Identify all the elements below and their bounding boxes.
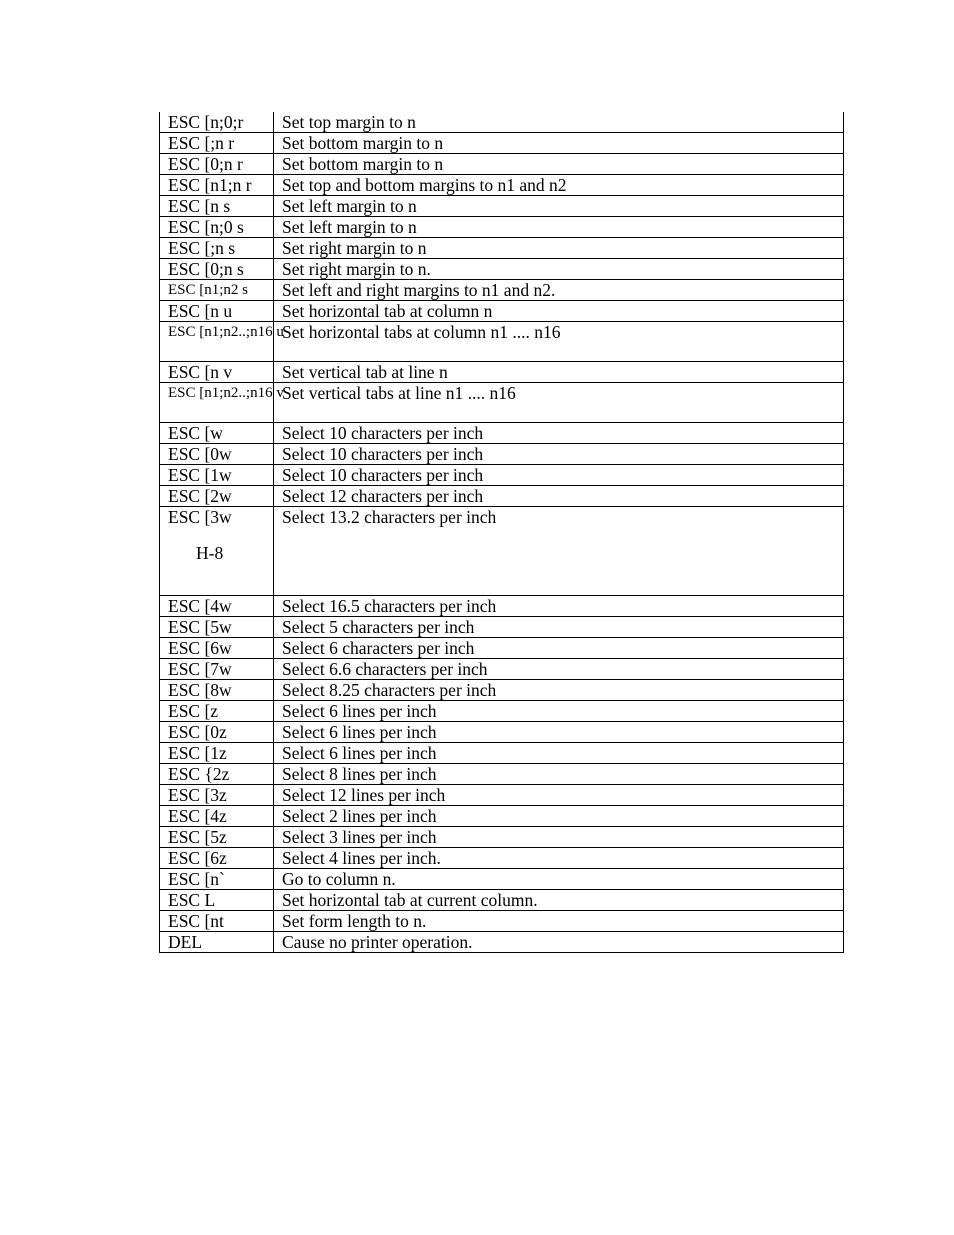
description-cell: Set left margin to n <box>274 196 844 217</box>
description-cell: Select 6 lines per inch <box>274 701 844 722</box>
description-cell: Cause no printer operation. <box>274 932 844 953</box>
description-cell: Set horizontal tab at current column. <box>274 890 844 911</box>
description-cell: Set bottom margin to n <box>274 133 844 154</box>
table-row <box>160 465 844 486</box>
description-cell: Select 8 lines per inch <box>274 764 844 785</box>
description-cell: Select 2 lines per inch <box>274 806 844 827</box>
table-row <box>160 659 844 680</box>
code-cell: ESC [8w <box>160 680 274 701</box>
description-cell: Select 6 lines per inch <box>274 722 844 743</box>
description-cell: Set right margin to n <box>274 238 844 259</box>
description-cell: Select 8.25 characters per inch <box>274 680 844 701</box>
code-text: ESC [3w <box>168 507 232 527</box>
code-cell: ESC [5z <box>160 827 274 848</box>
code-cell: ESC [0;n r <box>160 154 274 175</box>
table-row <box>160 112 844 133</box>
description-cell: Set right margin to n. <box>274 259 844 280</box>
code-cell: ESC [n1;n r <box>160 175 274 196</box>
description-cell: Select 16.5 characters per inch <box>274 596 844 617</box>
description-cell: Set horizontal tabs at column n1 .... n16 <box>274 322 844 362</box>
code-cell: ESC [6w <box>160 638 274 659</box>
description-cell: Set vertical tab at line n <box>274 362 844 383</box>
table-row <box>160 154 844 175</box>
table-row <box>160 911 844 932</box>
description-cell: Select 6 lines per inch <box>274 743 844 764</box>
table-row <box>160 423 844 444</box>
table-row <box>160 785 844 806</box>
table-row <box>160 869 844 890</box>
description-cell: Select 12 lines per inch <box>274 785 844 806</box>
code-cell: ESC L <box>160 890 274 911</box>
code-cell: ESC [n s <box>160 196 274 217</box>
table-row <box>160 806 844 827</box>
description-cell: Select 10 characters per inch <box>274 465 844 486</box>
code-cell: ESC [n;0;r <box>160 112 274 133</box>
description-cell: Select 6 characters per inch <box>274 638 844 659</box>
description-cell: Set top margin to n <box>274 112 844 133</box>
code-cell: ESC [4z <box>160 806 274 827</box>
code-cell: ESC [;n s <box>160 238 274 259</box>
code-cell: ESC [7w <box>160 659 274 680</box>
code-cell: ESC [nt <box>160 911 274 932</box>
page-number: H-8 <box>196 543 224 563</box>
description-cell: Set left and right margins to n1 and n2. <box>274 280 844 301</box>
table-row <box>160 217 844 238</box>
description-cell: Set bottom margin to n <box>274 154 844 175</box>
table-row <box>160 638 844 659</box>
code-cell: ESC [n v <box>160 362 274 383</box>
code-cell: ESC [1z <box>160 743 274 764</box>
description-cell: Select 12 characters per inch <box>274 486 844 507</box>
description-cell: Go to column n. <box>274 869 844 890</box>
table-row <box>160 444 844 465</box>
code-cell: ESC [n u <box>160 301 274 322</box>
description-cell: Select 6.6 characters per inch <box>274 659 844 680</box>
table-row <box>160 133 844 154</box>
table-row <box>160 259 844 280</box>
description-cell: Select 3 lines per inch <box>274 827 844 848</box>
table-row <box>160 280 844 301</box>
escape-code-table <box>159 112 844 953</box>
table-row <box>160 848 844 869</box>
code-cell: ESC [n` <box>160 869 274 890</box>
code-cell: ESC [n1;n2..;n16 u <box>160 322 274 362</box>
code-cell: ESC [4w <box>160 596 274 617</box>
code-cell: ESC {2z <box>160 764 274 785</box>
table-row <box>160 322 844 362</box>
table-row <box>160 507 844 596</box>
table-row <box>160 722 844 743</box>
code-cell: ESC [0z <box>160 722 274 743</box>
description-cell: Select 13.2 characters per inch <box>274 507 844 596</box>
code-cell: ESC [n;0 s <box>160 217 274 238</box>
table-row <box>160 680 844 701</box>
code-cell: ESC [n1;n2 s <box>160 280 274 301</box>
code-cell: ESC [1w <box>160 465 274 486</box>
code-cell <box>160 507 274 596</box>
code-cell: ESC [n1;n2..;n16 v <box>160 383 274 423</box>
table-row <box>160 486 844 507</box>
table-row <box>160 362 844 383</box>
description-cell: Set vertical tabs at line n1 .... n16 <box>274 383 844 423</box>
code-cell: ESC [0w <box>160 444 274 465</box>
table-row <box>160 701 844 722</box>
description-cell: Select 10 characters per inch <box>274 444 844 465</box>
description-cell: Set left margin to n <box>274 217 844 238</box>
description-cell: Set top and bottom margins to n1 and n2 <box>274 175 844 196</box>
code-cell: ESC [6z <box>160 848 274 869</box>
code-cell: DEL <box>160 932 274 953</box>
table-row <box>160 617 844 638</box>
code-cell: ESC [;n r <box>160 133 274 154</box>
description-cell: Select 4 lines per inch. <box>274 848 844 869</box>
table-row <box>160 175 844 196</box>
code-cell: ESC [z <box>160 701 274 722</box>
code-cell: ESC [0;n s <box>160 259 274 280</box>
description-cell: Set form length to n. <box>274 911 844 932</box>
table-row <box>160 383 844 423</box>
code-cell: ESC [w <box>160 423 274 444</box>
table-row <box>160 743 844 764</box>
description-cell: Select 5 characters per inch <box>274 617 844 638</box>
code-cell: ESC [2w <box>160 486 274 507</box>
description-cell: Select 10 characters per inch <box>274 423 844 444</box>
table-row <box>160 238 844 259</box>
table-row <box>160 827 844 848</box>
table-row <box>160 596 844 617</box>
table-row <box>160 764 844 785</box>
code-cell: ESC [5w <box>160 617 274 638</box>
table-row <box>160 932 844 953</box>
description-cell: Set horizontal tab at column n <box>274 301 844 322</box>
table-row <box>160 890 844 911</box>
table-row <box>160 196 844 217</box>
table-row <box>160 301 844 322</box>
code-cell: ESC [3z <box>160 785 274 806</box>
